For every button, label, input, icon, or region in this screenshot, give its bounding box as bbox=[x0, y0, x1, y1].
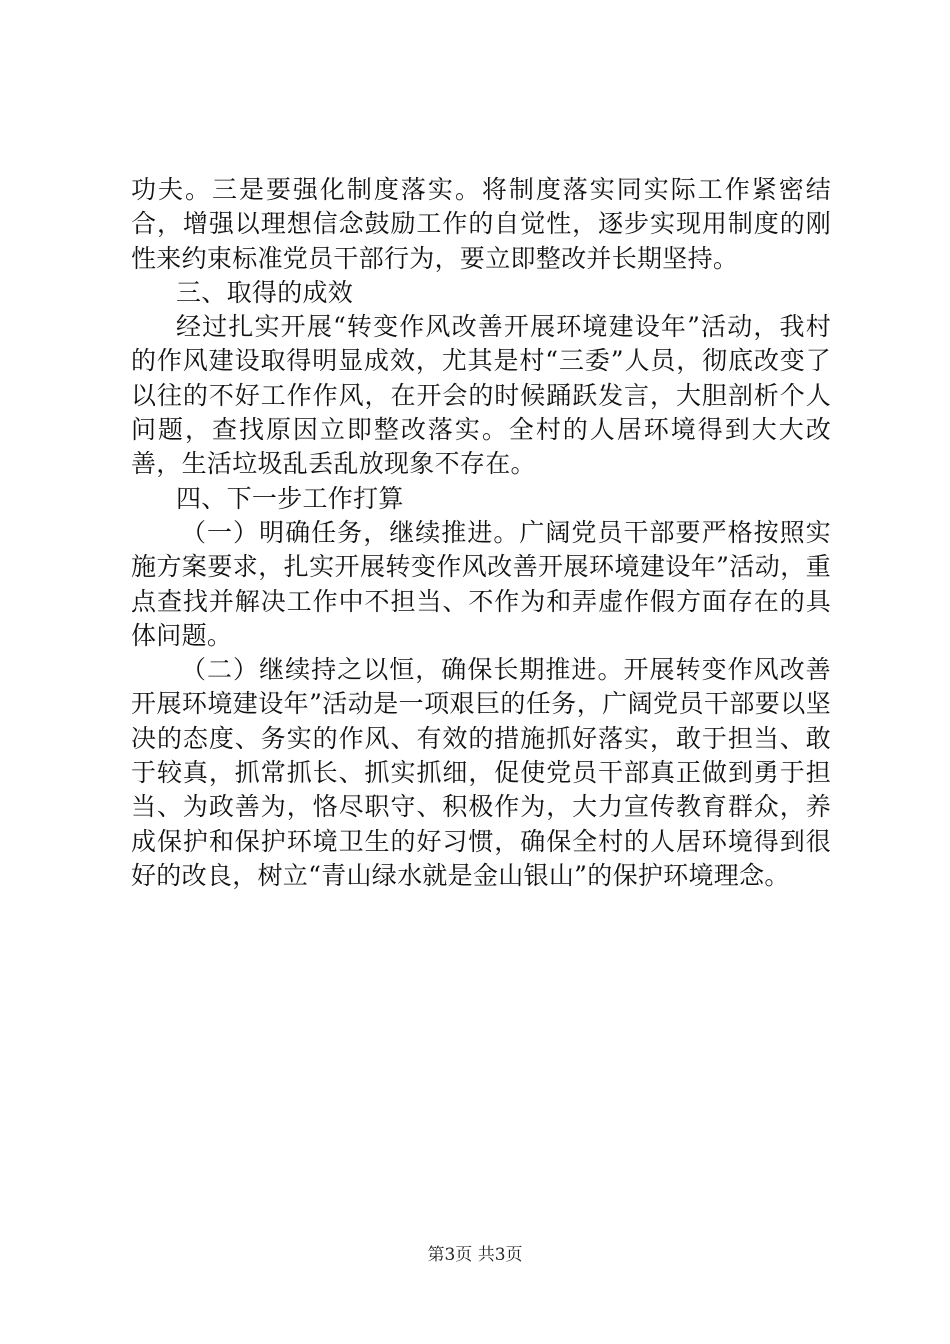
section-heading-next-steps: 四、下一步工作打算 bbox=[176, 483, 404, 513]
paragraph-next-step-2: （二）继续持之以恒，确保长期推进。开展转变作风改善开展环境建设年”活动是一项艰巨的任务，广阔党员干部要以坚决的态度、务实的作风、有效的措施抓好落实，敢于担当、敢于较真，抓常抓长、抓实抓细，促使党员干部真正做到勇于担当、为政善为，恪尽职守、积极作为，大力宣传教育群众，养成保护和保护环境卫生的好习惯，确保全村的人居环境得到很好的改良，树立“青山绿水就是金山银山”的保护环境理念。 bbox=[131, 655, 831, 890]
paragraph-continuation: 功夫。三是要强化制度落实。将制度落实同实际工作紧密结合，增强以理想信念鼓励工作的自觉性，逐步实现用制度的刚性来约束标准党员干部行为，要立即整改并长期坚持。 bbox=[131, 175, 831, 273]
page-footer: 第3页 共3页 bbox=[427, 1245, 523, 1265]
document-body bbox=[131, 173, 831, 893]
paragraph-next-step-1: （一）明确任务，继续推进。广阔党员干部要严格按照实施方案要求，扎实开展转变作风改善开展环境建设年”活动，重点查找并解决工作中不担当、不作为和弄虚作假方面存在的具体问题。 bbox=[131, 517, 831, 650]
paragraph-results: 经过扎实开展“转变作风改善开展环境建设年”活动，我村的作风建设取得明显成效，尤其是村“三委”人员，彻底改变了以往的不好工作作风，在开会的时候踊跃发言，大胆剖析个人问题，查找原因立即整改落实。全村的人居环境得到大大改善，生活垃圾乱丢乱放现象不存在。 bbox=[131, 312, 831, 479]
section-heading-results: 三、取得的成效 bbox=[176, 277, 354, 307]
